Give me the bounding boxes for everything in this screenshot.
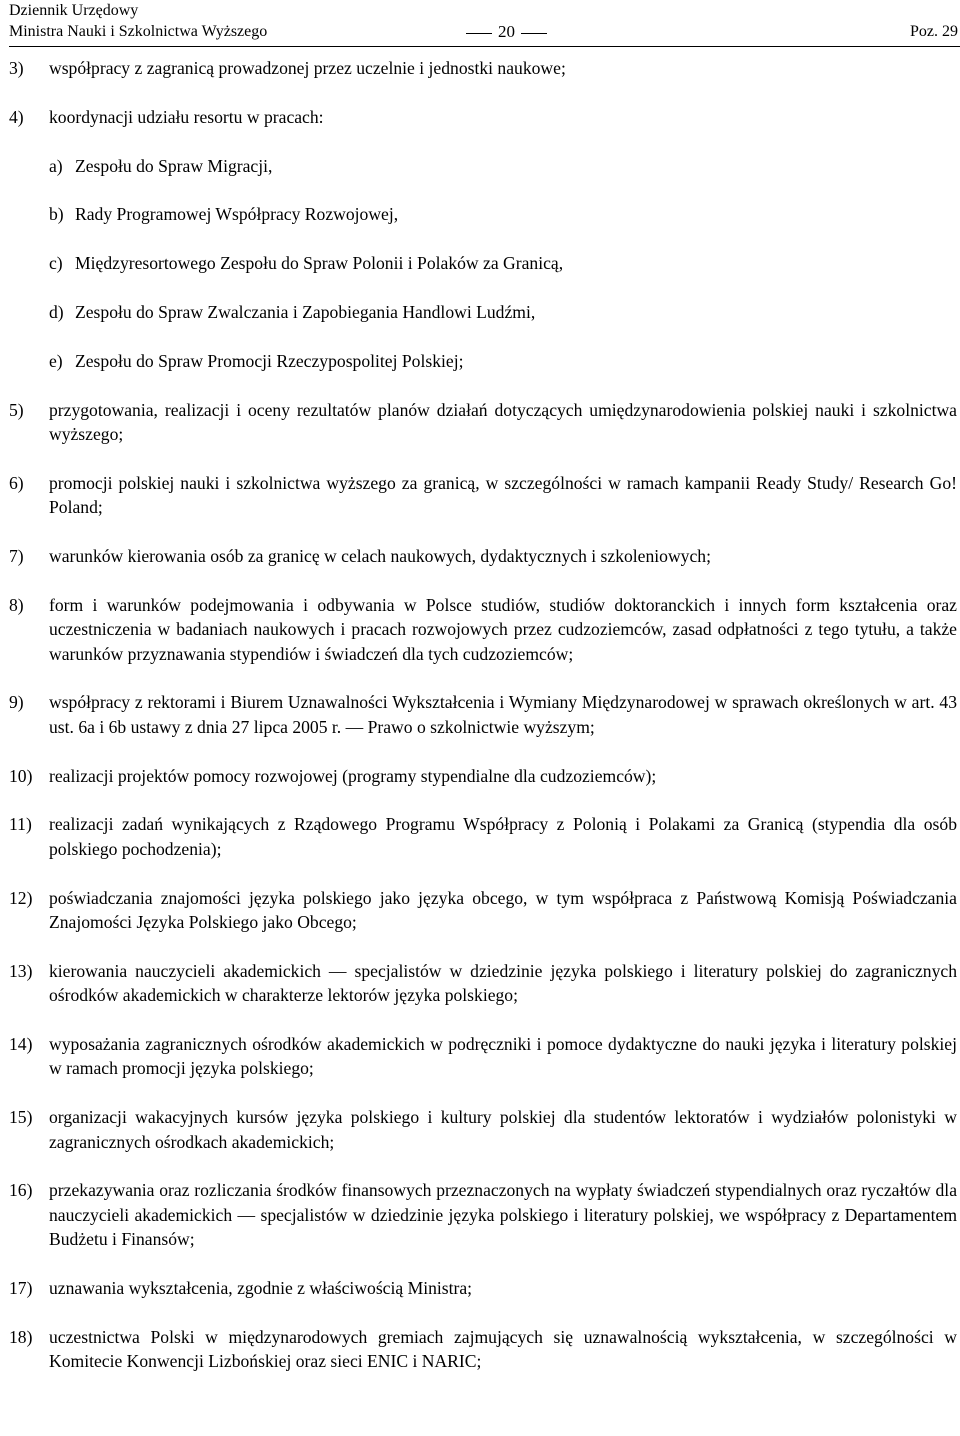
item-text: Międzyresortowego Zespołu do Spraw Polonii i Polaków za Granicą, (75, 253, 564, 274)
item-letter: d) (49, 301, 64, 322)
item-text: warunków kierowania osób za granicę w celach naukowych, dydaktycznych i szkoleniowych; (49, 545, 711, 566)
sub-list-item (9, 251, 957, 275)
list-item (9, 1032, 957, 1081)
item-text: koordynacji udziału resortu w pracach: (49, 106, 324, 127)
sub-list-item (9, 300, 957, 324)
item-number: 3) (9, 58, 24, 78)
page-number-value: 20 (498, 22, 515, 41)
sub-list-item (9, 202, 957, 226)
journal-title: Dziennik Urzędowy (9, 2, 139, 19)
item-number: 4) (9, 106, 24, 127)
list-item (9, 1105, 957, 1154)
item-text: uczestnictwa Polski w międzynarodowych gremiach zajmujących się uznawalnością wykształcenia, w szczególności w Komitecie Konwencji Lizbońskiej oraz sieci ENIC i NARIC; (49, 1326, 957, 1372)
list-item (9, 812, 957, 861)
item-number: 15) (9, 1107, 33, 1128)
item-text: poświadczania znajomości języka polskiego jako języka obcego, w tym współpraca z Państwową Komisją Poświadczania Znajomości Języka Polskiego jako Obcego; (49, 887, 957, 932)
item-text: realizacji projektów pomocy rozwojowej (programy stypendialne dla cudzoziemców); (49, 765, 657, 786)
item-letter: c) (49, 253, 63, 274)
list-item (9, 56, 957, 80)
item-text: współpracy z zagranicą prowadzonej przez uczelnie i jednostki naukowe; (49, 58, 566, 78)
item-number: 14) (9, 1034, 33, 1054)
position-number: Poz. 29 (910, 23, 958, 40)
item-text: Zespołu do Spraw Promocji Rzeczypospolitej Polskiej; (75, 350, 464, 371)
ministry-name: Ministra Nauki i Szkolnictwa Wyższego (9, 23, 268, 40)
item-number: 17) (9, 1278, 33, 1299)
page-number (460, 21, 553, 42)
list-item (9, 690, 957, 739)
item-number: 5) (9, 399, 24, 420)
list-item (9, 1276, 957, 1300)
item-text: kierowania nauczycieli akademickich ― specjalistów w dziedzinie języka polskiego i literatury polskiej do zagranicznych ośrodków akademickich w charakterze lektorów języka polskiego; (49, 960, 957, 1006)
item-text: Rady Programowej Współpracy Rozwojowej, (75, 204, 399, 225)
item-text: form i warunków podejmowania i odbywania w Polsce studiów, studiów doktoranckich i innych form kształcenia oraz uczestniczenia w badaniach naukowych i pracach rozwojowych przez cudzoziemców, zasad odpłatności z tego tytułu, a także warunków przyznawania stypendiów i świadczeń dla tych cudzoziemców; (49, 594, 957, 664)
page-header (9, 0, 960, 48)
item-number: 11) (9, 814, 32, 835)
item-text: uznawania wykształcenia, zgodnie z właściwością Ministra; (49, 1278, 473, 1299)
item-text: promocji polskiej nauki i szkolnictwa wyższego za granicą, w szczególności w ramach kampanii Ready Study/ Research Go! Poland; (49, 472, 957, 518)
list-item (9, 1178, 957, 1251)
list-item (9, 398, 957, 447)
list-item (9, 593, 957, 666)
item-number: 13) (9, 960, 33, 981)
list-item (9, 764, 957, 788)
dash-right (521, 33, 547, 34)
sub-list-item (9, 154, 957, 178)
header-rule (9, 46, 960, 47)
list-item (9, 1325, 957, 1374)
item-text: przekazywania oraz rozliczania środków finansowych przeznaczonych na wypłaty świadczeń stypendialnych oraz ryczałtów dla nauczycieli akademickich ― specjalistów w dziedzinie języka polskiego i literatury polskiej, we współpracy z Departamentem Budżetu i Finansów; (49, 1180, 957, 1250)
item-text: współpracy z rektorami i Biurem Uznawalności Wykształcenia i Wymiany Międzynarodowej w sprawach określonych w art. 43 ust. 6a i 6b ustawy z dnia 27 lipca 2005 r. ― Prawo o szkolnictwie wyższym; (49, 692, 957, 737)
item-number: 12) (9, 887, 33, 908)
list-item (9, 544, 957, 568)
item-letter: b) (49, 204, 64, 225)
list-item (9, 959, 957, 1008)
document-body (9, 56, 957, 1398)
list-item (9, 471, 957, 520)
item-number: 16) (9, 1180, 33, 1201)
item-number: 9) (9, 692, 24, 713)
item-number: 6) (9, 472, 24, 493)
item-number: 10) (9, 765, 33, 786)
dash-left (466, 33, 492, 34)
item-number: 8) (9, 594, 24, 615)
item-number: 18) (9, 1326, 33, 1347)
item-text: Zespołu do Spraw Zwalczania i Zapobiegania Handlowi Ludźmi, (75, 301, 536, 322)
sub-list-item (9, 349, 957, 373)
list-item (9, 105, 957, 129)
item-letter: a) (49, 155, 63, 176)
item-text: realizacji zadań wynikających z Rządowego Programu Współpracy z Polonią i Polakami za Granicą (stypendia dla osób polskiego pochodzenia); (49, 814, 957, 859)
item-number: 7) (9, 545, 24, 566)
list-item (9, 886, 957, 935)
item-text: Zespołu do Spraw Migracji, (75, 155, 273, 176)
item-text: wyposażania zagranicznych ośrodków akademickich w podręczniki i pomoce dydaktyczne do nauki języka i literatury polskiej w ramach promocji języka polskiego; (49, 1034, 957, 1079)
item-text: organizacji wakacyjnych kursów języka polskiego i kultury polskiej dla studentów lektoratów i wydziałów polonistyki w zagranicznych ośrodkach akademickich; (49, 1107, 957, 1152)
item-letter: e) (49, 350, 63, 371)
item-text: przygotowania, realizacji i oceny rezultatów planów działań dotyczących umiędzynarodowienia polskiej nauki i szkolnictwa wyższego; (49, 399, 957, 444)
